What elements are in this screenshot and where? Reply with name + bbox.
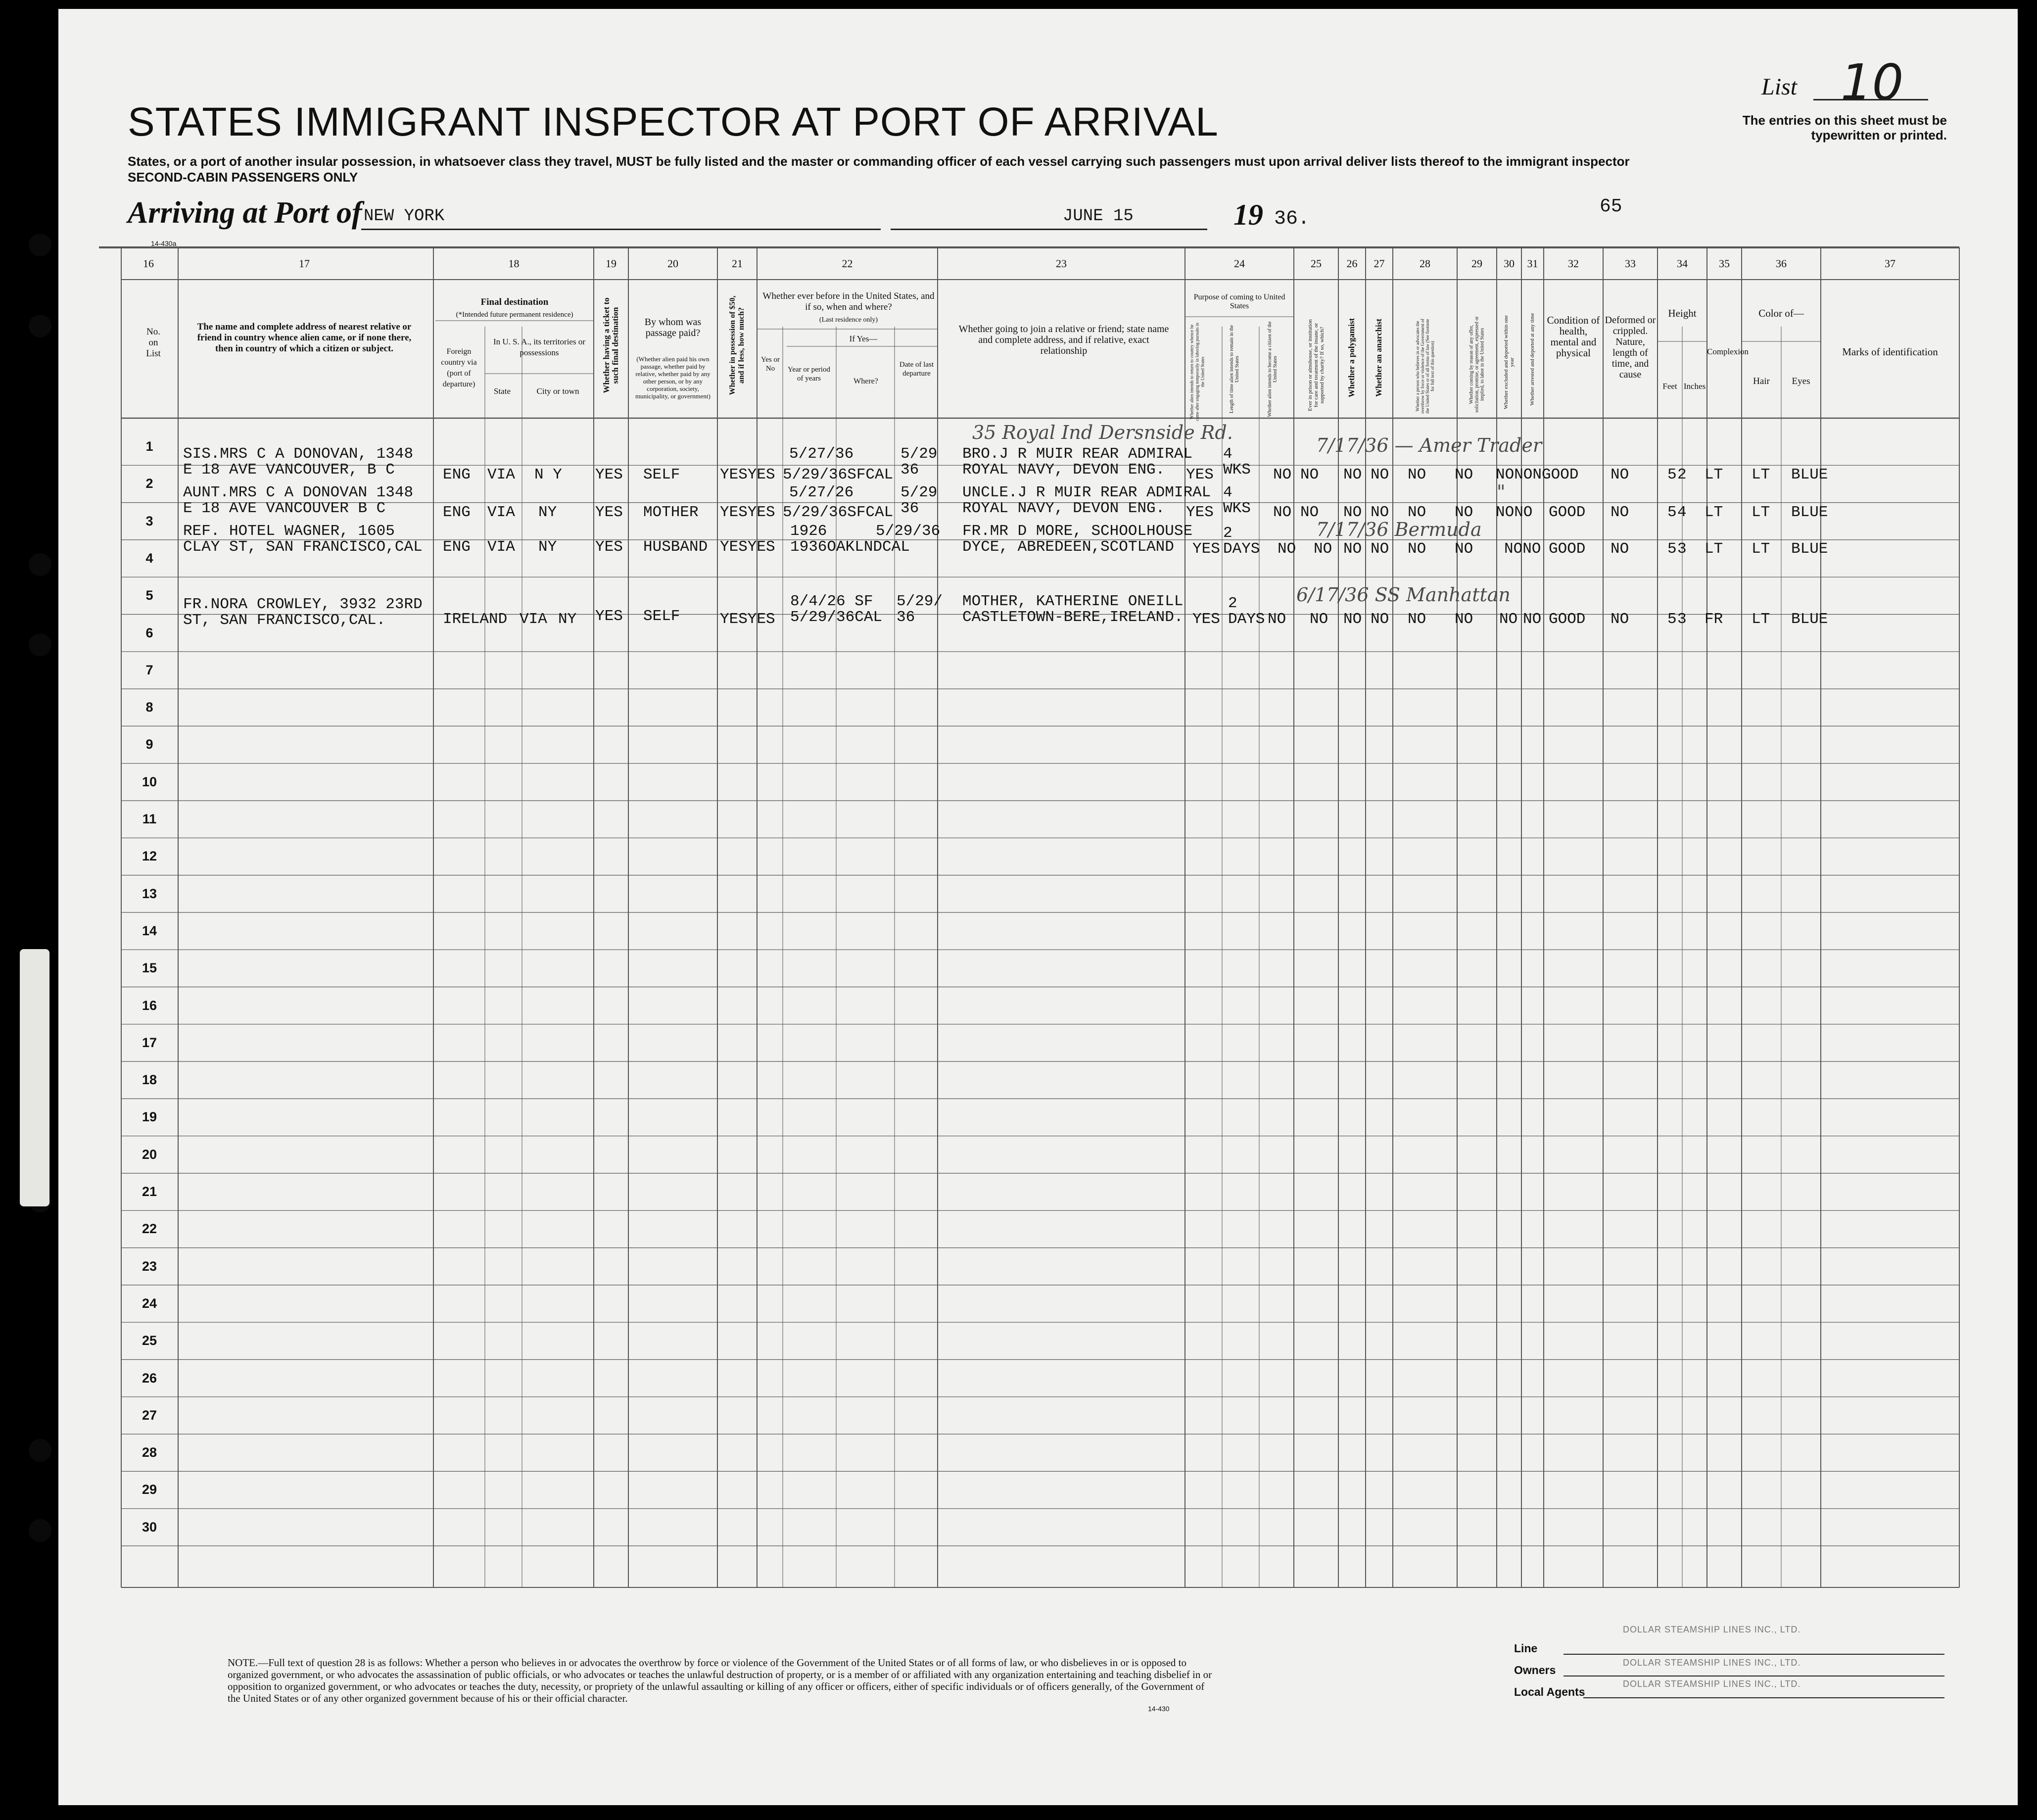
entry-2-prison: NO: [1300, 504, 1319, 521]
row-number: 9: [145, 737, 153, 752]
entry-3-period-line-2: 1936OAKLNDCAL: [790, 538, 910, 556]
entry-2-eyes: BLUE: [1791, 504, 1828, 521]
entry-2-stay: [1223, 485, 1251, 517]
row-number: 3: [145, 513, 153, 528]
entry-1-relative: [183, 446, 413, 478]
entry-1-eyes: BLUE: [1791, 466, 1828, 483]
entry-2-foreign: ENG: [443, 504, 471, 521]
col-27-num: 27: [1374, 257, 1385, 270]
entry-3-return: YES: [1192, 540, 1220, 558]
entry-5-stay: [1228, 596, 1265, 627]
year-suffix: 36.: [1274, 208, 1310, 230]
row-number: 4: [145, 550, 153, 566]
entry-2-where: 5/29/36SFCAL: [783, 504, 894, 521]
list-label: List: [1761, 74, 1798, 100]
footnote: [228, 1657, 1217, 1704]
col-37-label: Marks of identification: [1842, 346, 1938, 358]
row-number: 10: [142, 774, 157, 789]
col-19-label: Whether having a ticket to such final destination: [602, 297, 620, 393]
row-number: 29: [142, 1482, 157, 1497]
entry-1-departure: [900, 446, 937, 478]
entry-5-health: GOOD: [1549, 611, 1586, 628]
col-30-num: 30: [1504, 257, 1515, 270]
col-18-label: Final destination: [480, 297, 549, 307]
entry-5-state: VIA: [520, 611, 547, 628]
entry-3-deformed: NO: [1611, 540, 1629, 558]
entry-1-paid-by: SELF: [643, 466, 680, 483]
entry-2-departure-line-2: 36: [900, 500, 919, 517]
entry-3-polygamist: NO: [1343, 540, 1362, 558]
entry-2-ticket: YES: [595, 504, 623, 521]
col-36-eyes: Eyes: [1792, 376, 1810, 386]
col-34-num: 34: [1677, 257, 1688, 270]
entry-5-join-line-2: CASTLETOWN-BERE,IRELAND.: [962, 609, 1184, 626]
entry-5-relative-line-1: FR.NORA CROWLEY, 3932 23RD: [183, 596, 423, 613]
row-number: 26: [142, 1370, 157, 1386]
col-17-label: The name and complete address of nearest relative or friend in country whence alien came, or if none there, then in country of which a citizen or subject.: [197, 322, 412, 354]
entry-5-prison: NO: [1310, 611, 1328, 628]
entry-3-inches: 3: [1677, 540, 1687, 558]
col-22-period: Year or period of years: [788, 366, 830, 383]
col-18-usa: In U. S. A., its territories or possessions: [493, 337, 586, 357]
form-code: 14-430a: [151, 239, 177, 247]
entry-5-period-line-1: 8/4/26 SF: [790, 593, 873, 610]
entry-5-polygamist: NO: [1343, 611, 1362, 628]
entry-5-departure: [897, 594, 943, 625]
entry-2-departure: [900, 485, 937, 517]
col-24-a: Whether alien intends to return to country whence he came after engaging temporarily in laboring pursuits in the United States: [1189, 323, 1205, 421]
entry-3-feet: 5: [1667, 540, 1677, 558]
entry-3-complexion: LT: [1705, 540, 1723, 558]
entry-2-hair: LT: [1752, 504, 1770, 521]
class-line: SECOND-CABIN PASSENGERS ONLY: [128, 170, 358, 185]
entry-1-overthrow: NO: [1408, 466, 1426, 483]
entry-2-feet: 5: [1667, 504, 1677, 521]
entry-5-deformed: NO: [1611, 611, 1629, 628]
entry-5-ticket: YES: [595, 608, 623, 625]
entry-3-state: VIA: [487, 538, 515, 556]
agents-label: Local Agents: [1514, 1685, 1585, 1698]
entry-1-city: N Y: [534, 466, 562, 483]
col-29-num: 29: [1471, 257, 1482, 270]
row-number: 25: [142, 1333, 157, 1348]
col-31-label: Whether arrested and deported at any time: [1529, 313, 1535, 406]
row-number: 13: [142, 886, 157, 901]
entry-3-stay-line-2: DAYS: [1223, 540, 1260, 558]
entry-1-stay: [1223, 446, 1251, 478]
entry-5-stay-line-2: DAYS: [1228, 611, 1265, 628]
entry-2-excluded: NONO: [1496, 504, 1533, 521]
col-18-city: City or town: [536, 386, 579, 396]
entry-2-stay-line-2: WKS: [1223, 500, 1251, 517]
entry-5-city: NY: [558, 611, 577, 628]
entry-5-overthrow: NO: [1408, 611, 1426, 628]
row-number: 8: [145, 700, 153, 715]
entry-1-prison: NO: [1300, 466, 1319, 483]
col-34-feet: Feet: [1662, 382, 1677, 391]
sheet-ref: 65: [1600, 196, 1622, 217]
entry-2-join-line-1: UNCLE.J R MUIR REAR ADMIRAL: [962, 484, 1211, 501]
entry-1-period: 5/27/36: [789, 445, 854, 463]
entry-5-departure-line-1: 5/29/: [897, 593, 943, 610]
entry-3-has50: YESYES: [720, 538, 775, 556]
entry-3-ticket: YES: [595, 538, 623, 556]
entry-5-period: [790, 594, 882, 625]
entry-3-paid-by: HUSBAND: [643, 538, 708, 556]
col-16-label: No. on List: [146, 327, 161, 359]
col-25-label: Ever in prison or almshouse, or institution for care and treatment of the insane, or supported by charity? If so, which?: [1307, 319, 1325, 411]
row-number: 20: [142, 1147, 157, 1162]
entry-3-join-line-1: FR.MR D MORE, SCHOOLHOUSE: [962, 523, 1193, 540]
entry-1-has50: YESYES: [720, 466, 775, 483]
entry-2-relative: [183, 485, 413, 517]
entry-5-relative-line-2: ST, SAN FRANCISCO,CAL.: [183, 612, 386, 629]
entry-1-anarchist: NO: [1371, 466, 1389, 483]
col-21-label: Whether in possession of $50, and if less, how much?: [728, 295, 746, 395]
entry-5-eyes: BLUE: [1791, 611, 1828, 628]
row-number: 6: [145, 625, 153, 640]
entry-2-city: NY: [538, 504, 557, 521]
entry-1-return: YES: [1186, 466, 1214, 483]
row-number: 18: [142, 1072, 157, 1088]
col-29-label: Whether coming by reason of any offer, solicitation, promise, or agreement, expressed or implied, to labor in the United States: [1469, 316, 1485, 413]
col-31-num: 31: [1527, 257, 1538, 270]
row-number: 21: [142, 1184, 157, 1199]
entry-1-citizen: NO: [1273, 466, 1292, 483]
entry-3-anarchist: NO: [1371, 540, 1389, 558]
row-number: 15: [142, 960, 157, 976]
page-title: STATES IMMIGRANT INSPECTOR AT PORT OF ARRIVAL: [128, 99, 1219, 144]
entry-2-inches: 4: [1677, 504, 1687, 521]
entry-1-join: [962, 446, 1192, 478]
row-number: 2: [145, 476, 153, 491]
entry-5-citizen: NO: [1268, 611, 1286, 628]
entry-3-hair: LT: [1752, 540, 1770, 558]
entry-5-paid-by: SELF: [643, 608, 680, 625]
col-24-c: Whether alien intends to become a citizen of the United States: [1267, 321, 1278, 417]
entry-1-departure-line-1: 5/29: [900, 445, 938, 463]
col-21-num: 21: [732, 257, 743, 270]
entry-1-relative-line-1: SIS.MRS C A DONOVAN, 1348: [183, 445, 414, 463]
entry-3-relative-line-2: CLAY ST, SAN FRANCISCO,CAL: [183, 538, 423, 556]
entry-1-excluded: NONONGOOD: [1496, 466, 1579, 483]
footnote-text: NOTE.—Full text of question 28 is as follows: Whether a person who believes in or advocates the overthrow by force or violence of the Government of the United States or of all forms of law, or who disbelieves in or is opposed to organized government, or who advocates the assassination of public officials, or who advocates or teaches the unlawful destruction of property, or is a member of or affiliated with any organization entertaining and teaching disbelief in or opposition to organized government, or who advocates or teaches the duty, necessity, or propriety of the unlawful assaulting or killing of any officer or officers, either of specific individuals or of officers generally, of the Government of the United States or of any other organized government because of his or their official character.: [228, 1657, 1212, 1704]
col-33-num: 33: [1625, 257, 1636, 270]
col-20-num: 20: [667, 257, 678, 270]
entry-2-period: 5/27/26: [789, 484, 854, 501]
col-24-num: 24: [1234, 257, 1245, 270]
col-24-b: Length of time alien intends to remain in the United States: [1229, 325, 1240, 414]
agents-stamp: DOLLAR STEAMSHIP LINES INC., LTD.: [1623, 1679, 1801, 1689]
row-number: 24: [142, 1295, 157, 1311]
entry-1-polygamist: NO: [1343, 466, 1362, 483]
entry-5-relative: [183, 597, 423, 628]
entry-5-period-line-2: 5/29/36CAL: [790, 609, 883, 626]
col-35-label: Complexion: [1707, 347, 1749, 356]
entry-1-deformed: NO: [1611, 466, 1629, 483]
entry-2-citizen: NO: [1273, 504, 1292, 521]
entry-2-paid-by: MOTHER: [643, 504, 699, 521]
line-label: Line: [1514, 1642, 1538, 1655]
year-prefix: 19: [1233, 198, 1263, 231]
col-18-num: 18: [508, 257, 520, 270]
entry-2-stay-line-1: 4: [1223, 484, 1232, 501]
col-35-num: 35: [1719, 257, 1730, 270]
entry-1-join-line-2: ROYAL NAVY, DEVON ENG.: [962, 461, 1165, 479]
col-23-num: 23: [1056, 257, 1067, 270]
line-stamp: DOLLAR STEAMSHIP LINES INC., LTD.: [1623, 1625, 1801, 1634]
entry-3-relative: [183, 524, 423, 555]
entry-1-join-line-1: BRO.J R MUIR REAR ADMIRAL: [962, 445, 1193, 463]
col-36-hair: Hair: [1753, 376, 1770, 386]
entry-1-where: 5/29/36SFCAL: [783, 466, 894, 483]
owners-label: Owners: [1514, 1664, 1556, 1676]
col-22-sub: (Last residence only): [819, 316, 878, 324]
entry-5-inches: 3: [1677, 611, 1687, 628]
entry-2-state: VIA: [487, 504, 515, 521]
entry-2-health: GOOD: [1549, 504, 1586, 521]
entry-3-excluded: NONO: [1504, 540, 1541, 558]
row-number: 7: [145, 662, 153, 677]
row-number: 11: [142, 812, 157, 826]
entry-3-prison: NO: [1314, 540, 1332, 558]
col-22-where: Where?: [853, 377, 878, 385]
entry-5-hair: LT: [1752, 611, 1770, 628]
entry-3-join-line-2: DYCE, ABREDEEN,SCOTLAND: [962, 538, 1174, 556]
col-27-label: Whether an anarchist: [1374, 318, 1383, 397]
row-number: 28: [142, 1445, 157, 1460]
owners-stamp: DOLLAR STEAMSHIP LINES INC., LTD.: [1623, 1658, 1801, 1668]
col-18-sub: (*Intended future permanent residence): [456, 311, 573, 319]
footer-form-code: 14-430: [1148, 1705, 1170, 1713]
entry-1-relative-line-2: E 18 AVE VANCOUVER, B C: [183, 461, 395, 479]
col-26-num: 26: [1346, 257, 1358, 270]
col-20-sub: (Whether alien paid his own passage, whether paid by relative, whether paid by any other person, or by any corporation, society, municipality, or government): [635, 355, 711, 400]
agents-underline: [1583, 1697, 1944, 1698]
entry-1-stay-line-1: 4: [1223, 445, 1232, 463]
row-number: 1: [145, 439, 153, 454]
entry-3-citizen: NO: [1278, 540, 1296, 558]
row-number: 23: [142, 1258, 157, 1274]
instructions-text: States, or a port of another insular possession, in whatsoever class they travel, MUST be fully listed and the master or commanding officer of each vessel carrying such passengers must upon arrival deliver lists thereof to the immigrant inspector: [128, 154, 1630, 169]
entry-2-join: [962, 485, 1211, 517]
entry-5-handwritten-departure: 6/17/36 SS Manhattan: [1296, 584, 1511, 606]
entry-1-state: VIA: [487, 466, 515, 483]
col-22-ifyes: If Yes—: [849, 334, 878, 343]
entry-5-anarchist: NO: [1371, 611, 1389, 628]
entry-3-eyes: BLUE: [1791, 540, 1828, 558]
col-23-label: Whether going to join a relative or friend; state name and complete address, and if relative, exact relationship: [958, 324, 1169, 356]
entry-2-overthrow: NO: [1408, 504, 1426, 521]
col-16-num: 16: [143, 257, 154, 270]
col-34-label: Height: [1668, 307, 1697, 319]
entry-3-handwritten-departure: 7/17/36 Bermuda: [1316, 519, 1482, 540]
entry-3-relative-line-1: REF. HOTEL WAGNER, 1605: [183, 523, 395, 540]
entry-2-departure-line-1: 5/29: [900, 484, 938, 501]
row-number: 17: [142, 1035, 157, 1050]
col-28-label: Whether a person who believes in or advocates the overthrow by force or violence of the Government of the United States or of all forms of law (See footnote for full text of this question): [1415, 319, 1435, 414]
col-28-num: 28: [1420, 257, 1430, 270]
entry-2-anarchist: NO: [1371, 504, 1389, 521]
col-19-num: 19: [606, 257, 616, 270]
entry-2-return: YES: [1186, 504, 1214, 521]
entry-5-return: YES: [1192, 611, 1220, 628]
entry-1-departure-line-2: 36: [900, 461, 919, 479]
entry-3-join: [962, 524, 1192, 555]
col-37-num: 37: [1885, 257, 1895, 270]
entry-3-foreign: ENG: [443, 538, 471, 556]
date-value: JUNE 15: [1063, 207, 1134, 226]
entry-1-stay-line-2: WKS: [1223, 461, 1251, 479]
arriving-label: Arriving at Port of: [128, 196, 362, 230]
entry-2-has50: YESYES: [720, 504, 775, 521]
col-36-num: 36: [1776, 257, 1787, 270]
col-33-label: Deformed or crippled. Nature, length of time, and cause: [1605, 315, 1656, 380]
entry-2-deformed: NO: [1611, 504, 1629, 521]
col-24-label: Purpose of coming to United States: [1193, 293, 1285, 310]
entry-3-health: GOOD: [1549, 540, 1586, 558]
col-18-state: State: [494, 386, 511, 396]
col-22-yesno: Yes or No: [760, 356, 780, 373]
col-18-foreign: Foreign country via (port of departure): [441, 347, 477, 388]
entry-3-stay: [1223, 526, 1260, 557]
col-22-label: Whether ever before in the United States, and if so, when and where?: [762, 291, 935, 312]
row-number: 19: [142, 1109, 157, 1125]
entry-5-foreign: IRELAND: [443, 611, 508, 628]
entry-1-ticket: YES: [595, 466, 623, 483]
entry-1-foreign: ENG: [443, 466, 471, 483]
entry-1-inches: 2: [1677, 466, 1687, 483]
col-17-num: 17: [299, 257, 310, 270]
entry-5-excluded: NO: [1499, 611, 1518, 628]
col-32-label: Condition of health, mental and physical: [1547, 314, 1600, 359]
entry-5-join-line-1: MOTHER, KATHERINE ONEILL: [962, 593, 1184, 610]
entry-5-departure-line-2: 36: [897, 609, 915, 626]
entry-1-feet: 5: [1667, 466, 1677, 483]
entry-3-contract: NO: [1455, 540, 1473, 558]
entry-5-stay-line-1: 2: [1228, 595, 1237, 612]
row-number: 22: [142, 1221, 157, 1237]
entry-1-contract: NO: [1455, 466, 1473, 483]
col-20-label: By whom was passage paid?: [644, 317, 702, 338]
col-34-inches: Inches: [1683, 382, 1706, 391]
entry-2-polygamist: NO: [1343, 504, 1362, 521]
col-25-num: 25: [1311, 257, 1322, 270]
entry-3-stay-line-1: 2: [1223, 525, 1232, 542]
entry-5-join: [962, 594, 1183, 625]
entry-5-complexion: FR: [1705, 611, 1723, 628]
line-underline: [1563, 1654, 1944, 1655]
entry-2-handwritten-ditto: ": [1497, 481, 1506, 503]
entry-1-handwritten-address: 35 Royal Ind Dersnside Rd.: [972, 422, 1233, 443]
entry-3-period-line-1: 1926: [790, 523, 827, 540]
entry-2-contract: NO: [1455, 504, 1473, 521]
port-value: NEW YORK: [364, 207, 445, 226]
entry-5-arrested: NO: [1523, 611, 1542, 628]
entry-1-handwritten-departure: 7/17/36 — Amer Trader: [1316, 434, 1542, 456]
entry-2-join-line-2: ROYAL NAVY, DEVON ENG.: [962, 500, 1165, 517]
entry-1-hair: LT: [1752, 466, 1770, 483]
entry-2-relative-line-2: E 18 AVE VANCOUVER B C: [183, 500, 386, 517]
entries-note: The entries on this sheet must be typewritten or printed.: [1742, 113, 1947, 143]
col-30-label: Whether excluded and deported within one year: [1503, 315, 1515, 409]
col-22-num: 22: [842, 257, 853, 270]
col-22-departure: Date of last departure: [899, 361, 934, 378]
entry-5-has50: YESYES: [720, 611, 775, 628]
row-number: 27: [142, 1407, 157, 1423]
col-32-num: 32: [1568, 257, 1579, 270]
row-number: 5: [145, 588, 153, 603]
entry-2-complexion: LT: [1705, 504, 1723, 521]
entry-3-where: 5/29/36: [876, 523, 941, 540]
entry-2-relative-line-1: AUNT.MRS C A DONOVAN 1348: [183, 484, 414, 501]
row-number: 16: [142, 998, 157, 1013]
col-36-label: Color of—: [1758, 307, 1804, 319]
row-number: 12: [142, 849, 157, 864]
list-number: 10: [1841, 53, 1904, 111]
entry-3-city: NY: [538, 538, 557, 556]
entry-5-contract: NO: [1455, 611, 1473, 628]
entry-1-complexion: LT: [1705, 466, 1723, 483]
entry-5-feet: 5: [1667, 611, 1677, 628]
col-26-label: Whether a polygamist: [1347, 318, 1356, 398]
entry-3-overthrow: NO: [1408, 540, 1426, 558]
row-number: 14: [142, 923, 157, 938]
row-number: 30: [142, 1519, 157, 1534]
